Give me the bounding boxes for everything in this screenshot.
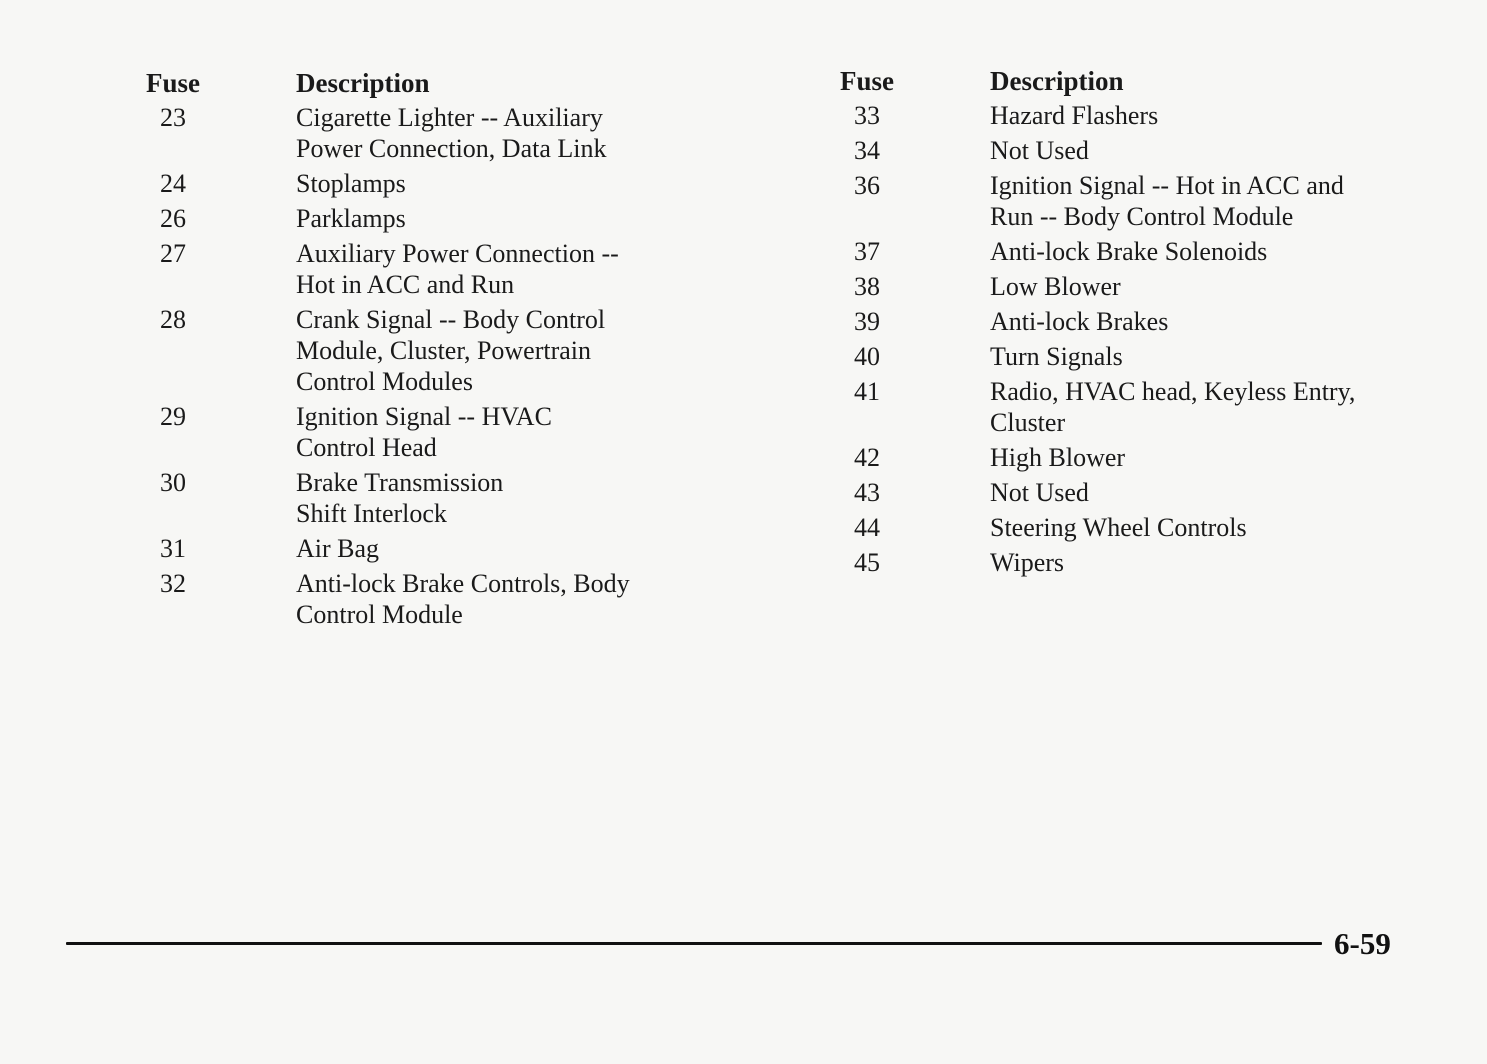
description-line: Anti-lock Brake Controls, Body — [296, 569, 630, 598]
description-line: Radio, HVAC head, Keyless Entry, — [990, 377, 1356, 406]
description-line: Brake Transmission — [296, 468, 504, 497]
fuse-description — [990, 100, 1420, 131]
description-line: Anti-lock Brake Solenoids — [990, 237, 1268, 266]
fuse-number: 34 — [854, 136, 880, 165]
description-line: Power Connection, Data Link — [296, 134, 607, 163]
fuse-description — [990, 135, 1420, 166]
description-line: Run -- Body Control Module — [990, 202, 1294, 231]
table-row — [840, 236, 1420, 267]
table-row — [840, 442, 1420, 473]
table-row — [146, 238, 706, 300]
table-row — [146, 568, 706, 630]
table-row — [146, 401, 706, 463]
fuse-description — [296, 401, 706, 463]
fuse-number: 39 — [854, 307, 880, 336]
description-line: Not Used — [990, 136, 1089, 165]
table-row — [840, 271, 1420, 302]
description-line: Cigarette Lighter -- Auxiliary — [296, 103, 603, 132]
fuse-number: 40 — [854, 342, 880, 371]
fuse-description — [990, 442, 1420, 473]
table-row — [840, 547, 1420, 578]
fuse-description — [296, 168, 706, 199]
description-line: Ignition Signal -- HVAC — [296, 402, 552, 431]
description-line: Module, Cluster, Powertrain — [296, 336, 592, 365]
left-fuse-table — [146, 66, 706, 634]
fuse-number: 30 — [160, 468, 186, 497]
table-row — [146, 168, 706, 199]
right-fuse-table — [840, 64, 1420, 582]
fuse-number: 33 — [854, 101, 880, 130]
description-line: Ignition Signal -- Hot in ACC and — [990, 171, 1344, 200]
fuse-description — [296, 568, 706, 630]
table-row — [146, 102, 706, 164]
table-header — [840, 64, 1420, 100]
table-row — [146, 304, 706, 397]
description-line: Stoplamps — [296, 169, 406, 198]
table-row — [840, 100, 1420, 131]
page-number: 6-59 — [1334, 926, 1391, 961]
table-row — [840, 477, 1420, 508]
description-line: Shift Interlock — [296, 499, 447, 528]
fuse-description — [990, 271, 1420, 302]
table-row — [146, 203, 706, 234]
table-row — [146, 467, 706, 529]
fuse-number: 24 — [160, 169, 186, 198]
fuse-description — [296, 102, 706, 164]
fuse-description — [296, 304, 706, 397]
fuse-description — [990, 236, 1420, 267]
description-line: Low Blower — [990, 272, 1121, 301]
description-line: Control Modules — [296, 367, 473, 396]
description-line: Control Head — [296, 433, 437, 462]
fuse-column-header: Fuse — [840, 66, 894, 96]
description-line: High Blower — [990, 443, 1126, 472]
description-line: Auxiliary Power Connection -- — [296, 239, 619, 268]
fuse-description — [990, 170, 1420, 232]
fuse-number: 37 — [854, 237, 880, 266]
table-body — [146, 102, 706, 630]
table-body — [840, 100, 1420, 578]
fuse-number: 43 — [854, 478, 880, 507]
description-line: Air Bag — [296, 534, 380, 563]
fuse-number: 23 — [160, 103, 186, 132]
fuse-number: 44 — [854, 513, 880, 542]
description-line: Not Used — [990, 478, 1089, 507]
description-line: Anti-lock Brakes — [990, 307, 1169, 336]
table-row — [840, 512, 1420, 543]
table-row — [146, 533, 706, 564]
fuse-description — [296, 203, 706, 234]
fuse-description — [296, 238, 706, 300]
fuse-description — [990, 477, 1420, 508]
fuse-number: 38 — [854, 272, 880, 301]
description-line: Hot in ACC and Run — [296, 270, 515, 299]
fuse-number: 26 — [160, 204, 186, 233]
fuse-description — [990, 376, 1420, 438]
description-line: Parklamps — [296, 204, 406, 233]
description-column-header: Description — [296, 68, 430, 98]
fuse-number: 29 — [160, 402, 186, 431]
description-line: Cluster — [990, 408, 1066, 437]
fuse-number: 36 — [854, 171, 880, 200]
description-line: Control Module — [296, 600, 463, 629]
description-line: Steering Wheel Controls — [990, 513, 1247, 542]
fuse-description — [990, 547, 1420, 578]
description-line: Turn Signals — [990, 342, 1123, 371]
fuse-number: 45 — [854, 548, 880, 577]
fuse-number: 27 — [160, 239, 186, 268]
fuse-number: 32 — [160, 569, 186, 598]
fuse-number: 41 — [854, 377, 880, 406]
table-row — [840, 170, 1420, 232]
fuse-number: 28 — [160, 305, 186, 334]
description-line: Hazard Flashers — [990, 101, 1159, 130]
fuse-description — [296, 467, 706, 529]
fuse-number: 31 — [160, 534, 186, 563]
table-row — [840, 135, 1420, 166]
fuse-description — [296, 533, 706, 564]
description-line: Crank Signal -- Body Control — [296, 305, 606, 334]
fuse-description — [990, 306, 1420, 337]
fuse-number: 42 — [854, 443, 880, 472]
table-row — [840, 376, 1420, 438]
description-line: Wipers — [990, 548, 1065, 577]
fuse-column-header: Fuse — [146, 68, 200, 98]
table-header — [146, 66, 706, 102]
footer-rule — [66, 942, 1322, 945]
description-column-header: Description — [990, 66, 1124, 96]
table-row — [840, 341, 1420, 372]
table-row — [840, 306, 1420, 337]
fuse-description — [990, 341, 1420, 372]
fuse-description — [990, 512, 1420, 543]
